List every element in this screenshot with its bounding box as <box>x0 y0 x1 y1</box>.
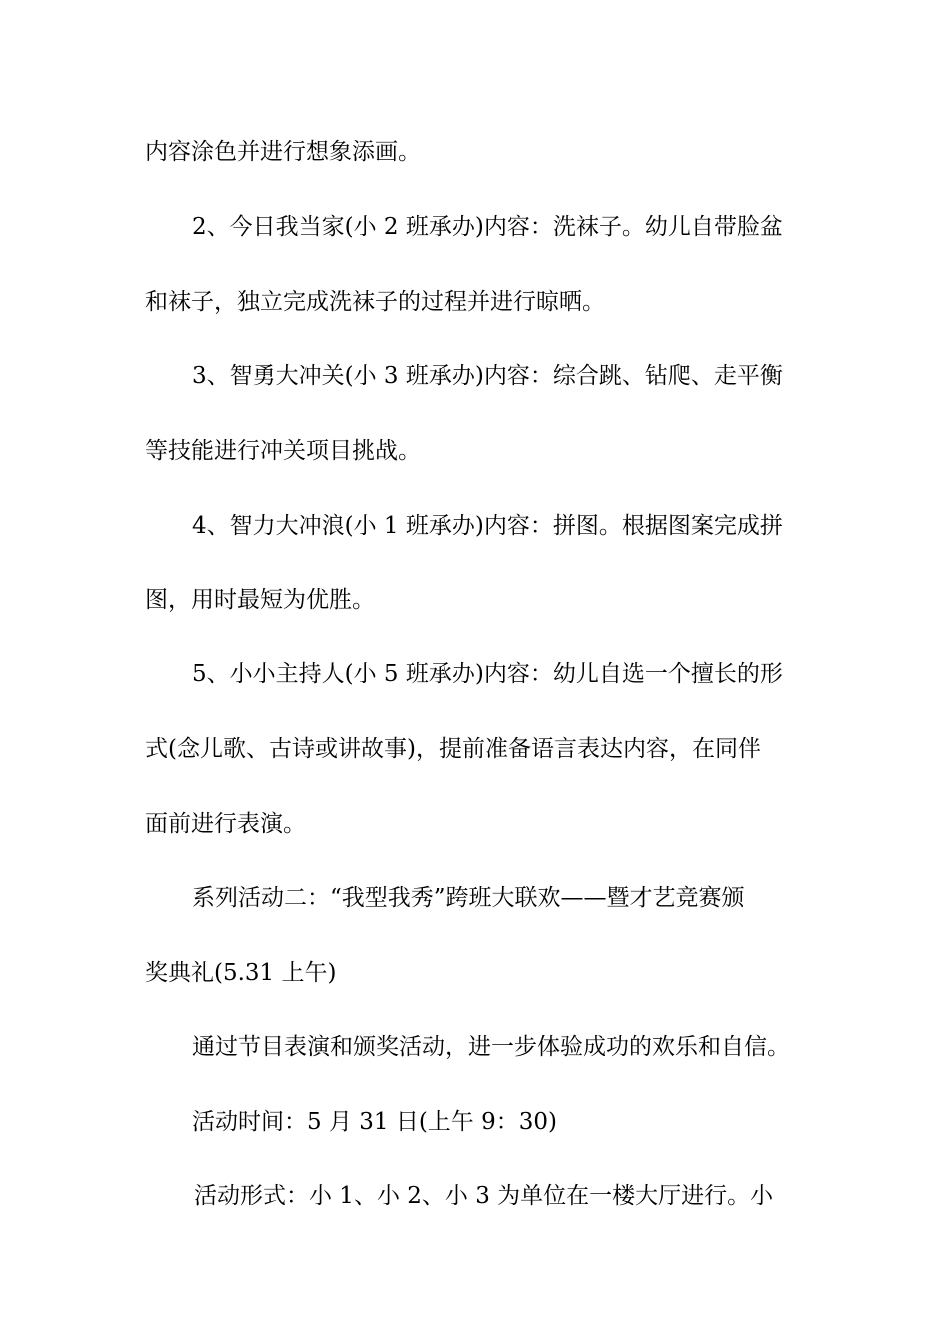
text-line-9: 式(念儿歌、古诗或讲故事)，提前准备语言表达内容，在同伴 <box>145 736 761 762</box>
text-line-4: 3、智勇大冲关(小 3 班承办)内容：综合跳、钻爬、走平衡 <box>192 363 783 389</box>
text-line-1: 内容涂色并进行想象添画。 <box>145 139 421 165</box>
text-line-14: 活动时间：5 月 31 日(上午 9：30) <box>192 1109 557 1135</box>
text-line-10: 面前进行表演。 <box>145 811 306 837</box>
text-line-8: 5、小小主持人(小 5 班承办)内容：幼儿自选一个擅长的形 <box>192 661 783 687</box>
text-line-6: 4、智力大冲浪(小 1 班承办)内容：拼图。根据图案完成拼 <box>192 513 783 539</box>
text-line-2: 2、今日我当家(小 2 班承办)内容：洗袜子。幼儿自带脸盆 <box>192 214 783 240</box>
text-line-11: 系列活动二：“我型我秀”跨班大联欢——暨才艺竞赛颁 <box>192 885 745 911</box>
text-line-3: 和袜子，独立完成洗袜子的过程并进行晾晒。 <box>145 289 605 315</box>
text-line-7: 图，用时最短为优胜。 <box>145 587 375 613</box>
text-line-5: 等技能进行冲关项目挑战。 <box>145 438 421 464</box>
text-line-15: 活动形式：小 1、小 2、小 3 为单位在一楼大厅进行。小 <box>194 1183 774 1209</box>
text-line-13: 通过节目表演和颁奖活动，进一步体验成功的欢乐和自信。 <box>192 1034 790 1060</box>
text-line-12: 奖典礼(5.31 上午) <box>145 960 337 986</box>
